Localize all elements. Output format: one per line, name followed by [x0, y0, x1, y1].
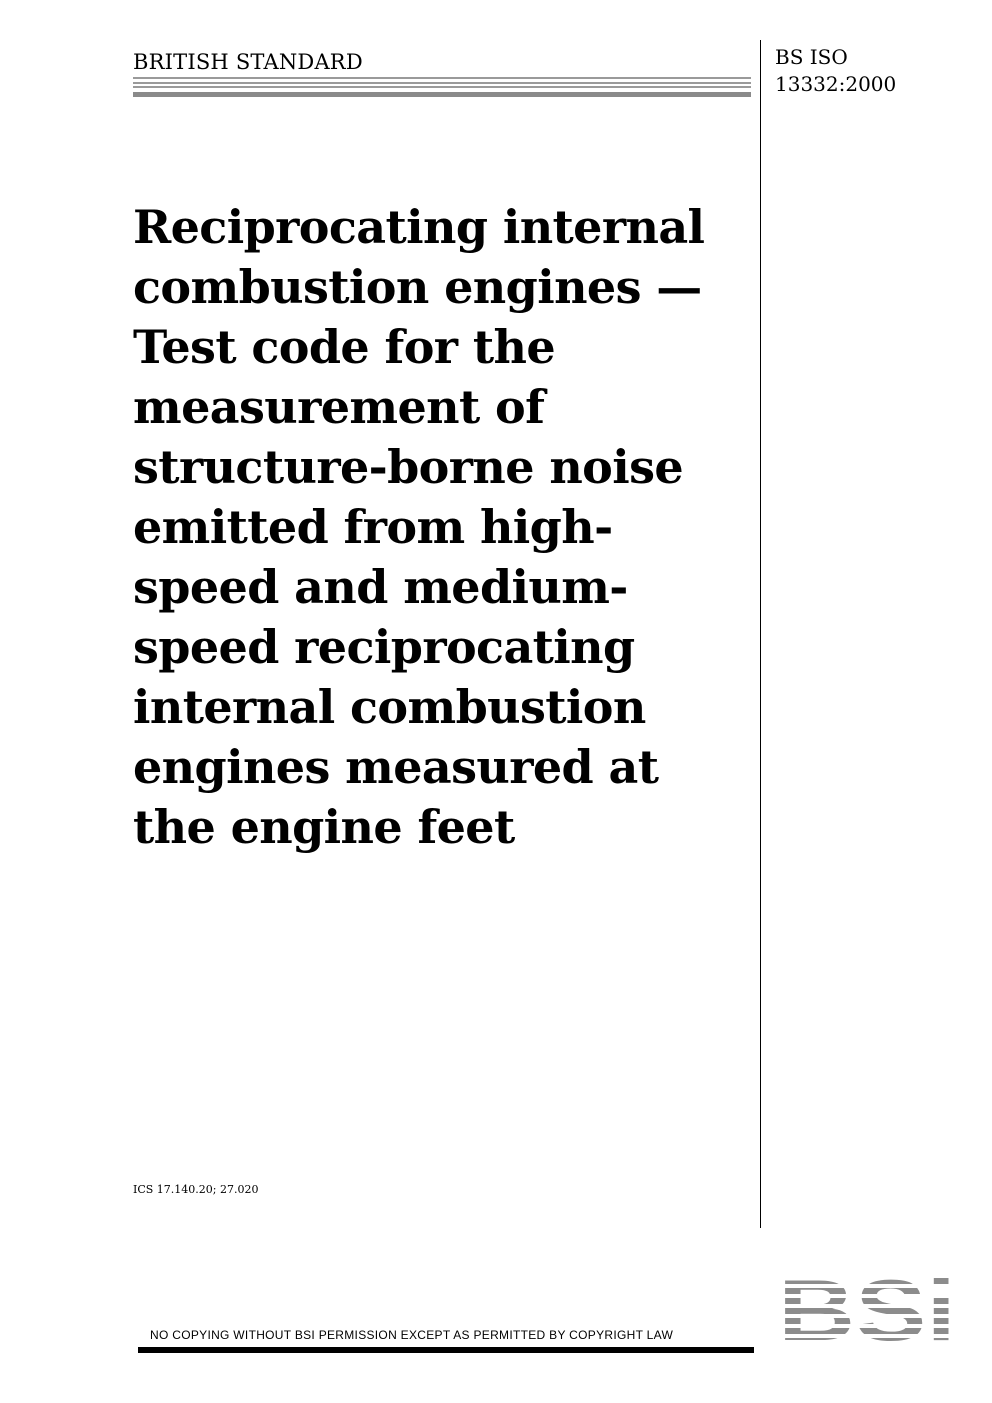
ics-classification: ICS 17.140.20; 27.020	[133, 1183, 259, 1196]
footer-rule	[138, 1347, 754, 1353]
document-type-label: BRITISH STANDARD	[133, 50, 363, 74]
header-rule-bottom	[133, 92, 751, 97]
document-title: Reciprocating internal combustion engines — Test code for the measurement of structure-borne noise emitted from high- speed and medium- speed reciprocating internal combustion engines measured at the engine feet	[133, 200, 705, 854]
header-rule-lower	[133, 86, 751, 88]
header-rule-top	[133, 77, 751, 79]
bsi-logo	[778, 1278, 956, 1342]
margin-vertical-rule	[760, 40, 761, 1228]
standard-number-prefix: BS ISO	[775, 45, 848, 69]
standard-number-code: 13332:2000	[775, 72, 897, 96]
standard-number	[775, 44, 896, 98]
copyright-notice: NO COPYING WITHOUT BSI PERMISSION EXCEPT AS PERMITTED BY COPYRIGHT LAW	[150, 1328, 674, 1342]
header-rule-middle	[133, 82, 751, 84]
